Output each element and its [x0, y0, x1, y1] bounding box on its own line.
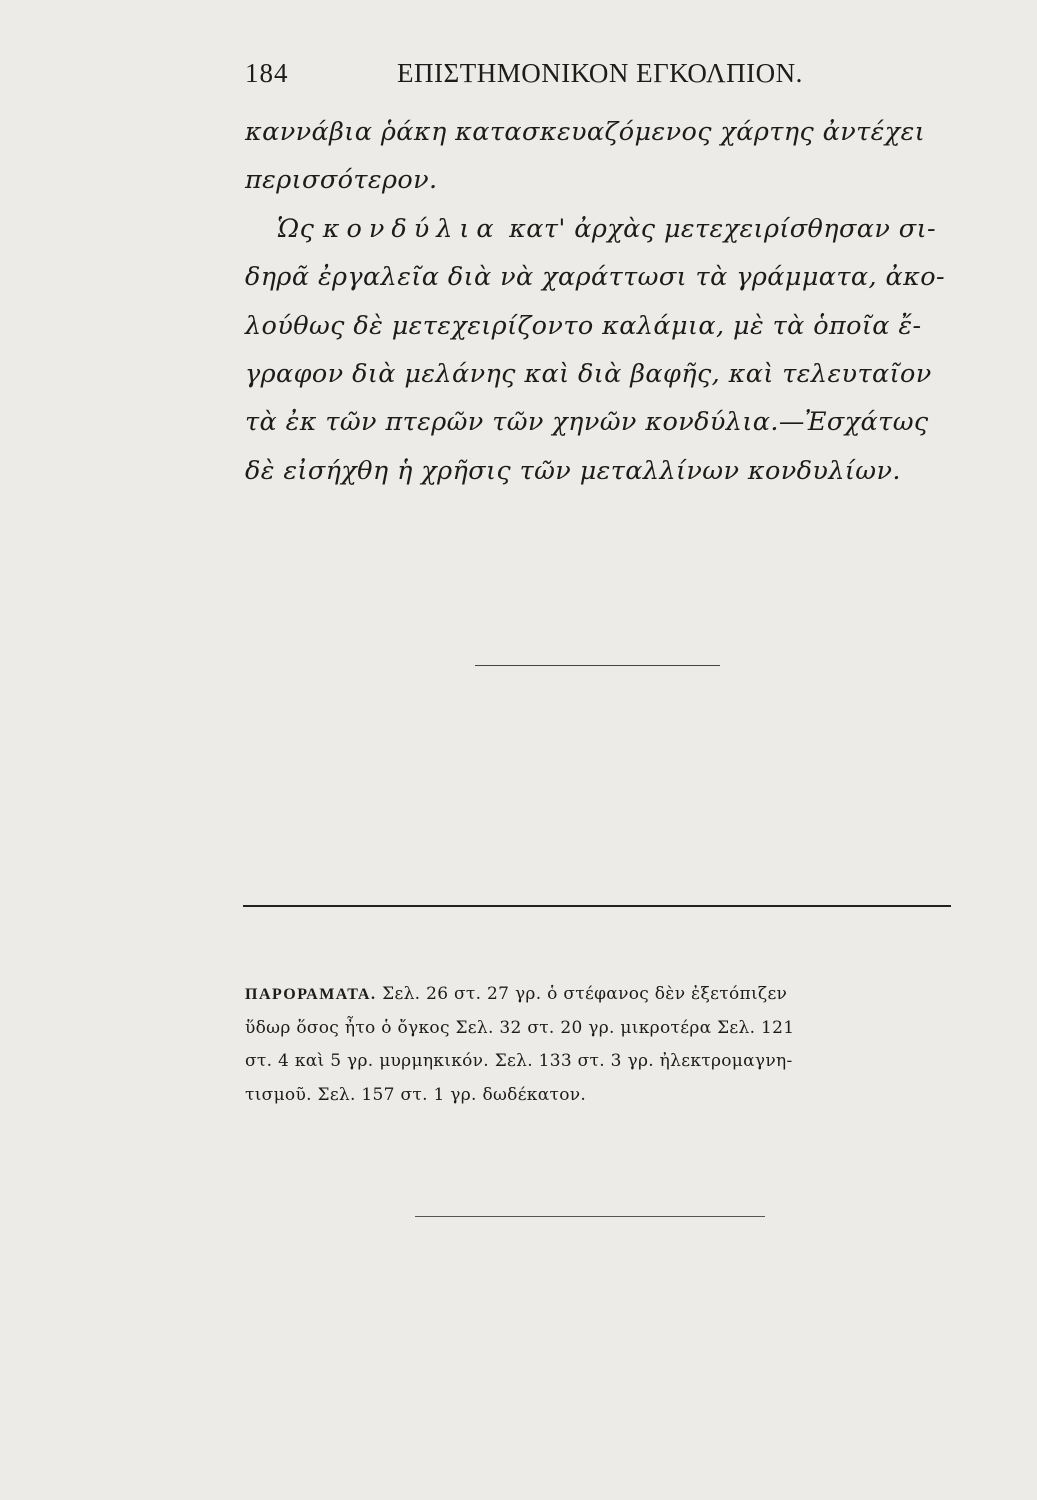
- body-line-4: δηρᾶ ἐργαλεῖα διὰ νὰ χαράττωσι τὰ γράμματα, ἀκο-: [245, 262, 946, 293]
- errata-line-3: στ. 4 καὶ 5 γρ. μυρμηκικόν. Σελ. 133 στ. 3 γρ. ἠλεκτρομαγνη-: [245, 1051, 793, 1071]
- body-line-6: γραφον διὰ μελάνης καὶ διὰ βαφῆς, καὶ τελευταῖον: [245, 358, 932, 389]
- body-line-8: δὲ εἰσήχθη ἡ χρῆσις τῶν μεταλλίνων κονδυλίων.: [245, 455, 901, 486]
- running-head: [245, 58, 950, 92]
- body-line-5: λούθως δὲ μετεχειρίζοντο καλάμια, μὲ τὰ ὁποῖα ἔ-: [245, 310, 922, 341]
- body-line-1: καννάβια ῥάκη κατασκευαζόμενος χάρτης ἀντέχει: [245, 117, 926, 147]
- paragraph-opening-word: Ὡς: [277, 213, 315, 244]
- running-title: ΕΠΙΣΤΗΜΟΝΙΚΟΝ ΕΓΚΟΛΠΙΟΝ.: [397, 58, 803, 88]
- section-divider: [475, 665, 720, 666]
- errata-line-1-text: Σελ. 26 στ. 27 γρ. ὁ στέφανος δὲν ἐξετόπιζεν: [376, 984, 788, 1004]
- body-line-7: τὰ ἐκ τῶν πτερῶν τῶν χηνῶν κονδύλια.—Ἐσχάτως: [245, 407, 929, 438]
- page-number: 184: [245, 58, 289, 88]
- errata-line-1: [245, 978, 965, 1012]
- body-line-3: [245, 205, 965, 253]
- body-line-3-rest: κατ' ἀρχὰς μετεχειρίσθησαν σι-: [509, 213, 937, 244]
- errata-heading: ΠΑΡΟΡΑΜΑΤΑ.: [245, 986, 377, 1003]
- errata-rule: [243, 905, 951, 907]
- errata-line-4: τισμοῦ. Σελ. 157 στ. 1 γρ. δωδέκατον.: [245, 1084, 587, 1105]
- bottom-divider: [415, 1216, 765, 1217]
- errata-block: [245, 978, 965, 1112]
- body-paragraphs: [245, 108, 965, 495]
- emphasized-word: κονδύλια: [322, 213, 501, 244]
- body-line-2: περισσότερον.: [245, 165, 438, 196]
- errata-line-2: ὕδωρ ὅσος ἦτο ὁ ὄγκος Σελ. 32 στ. 20 γρ. μικροτέρα Σελ. 121: [245, 1017, 795, 1038]
